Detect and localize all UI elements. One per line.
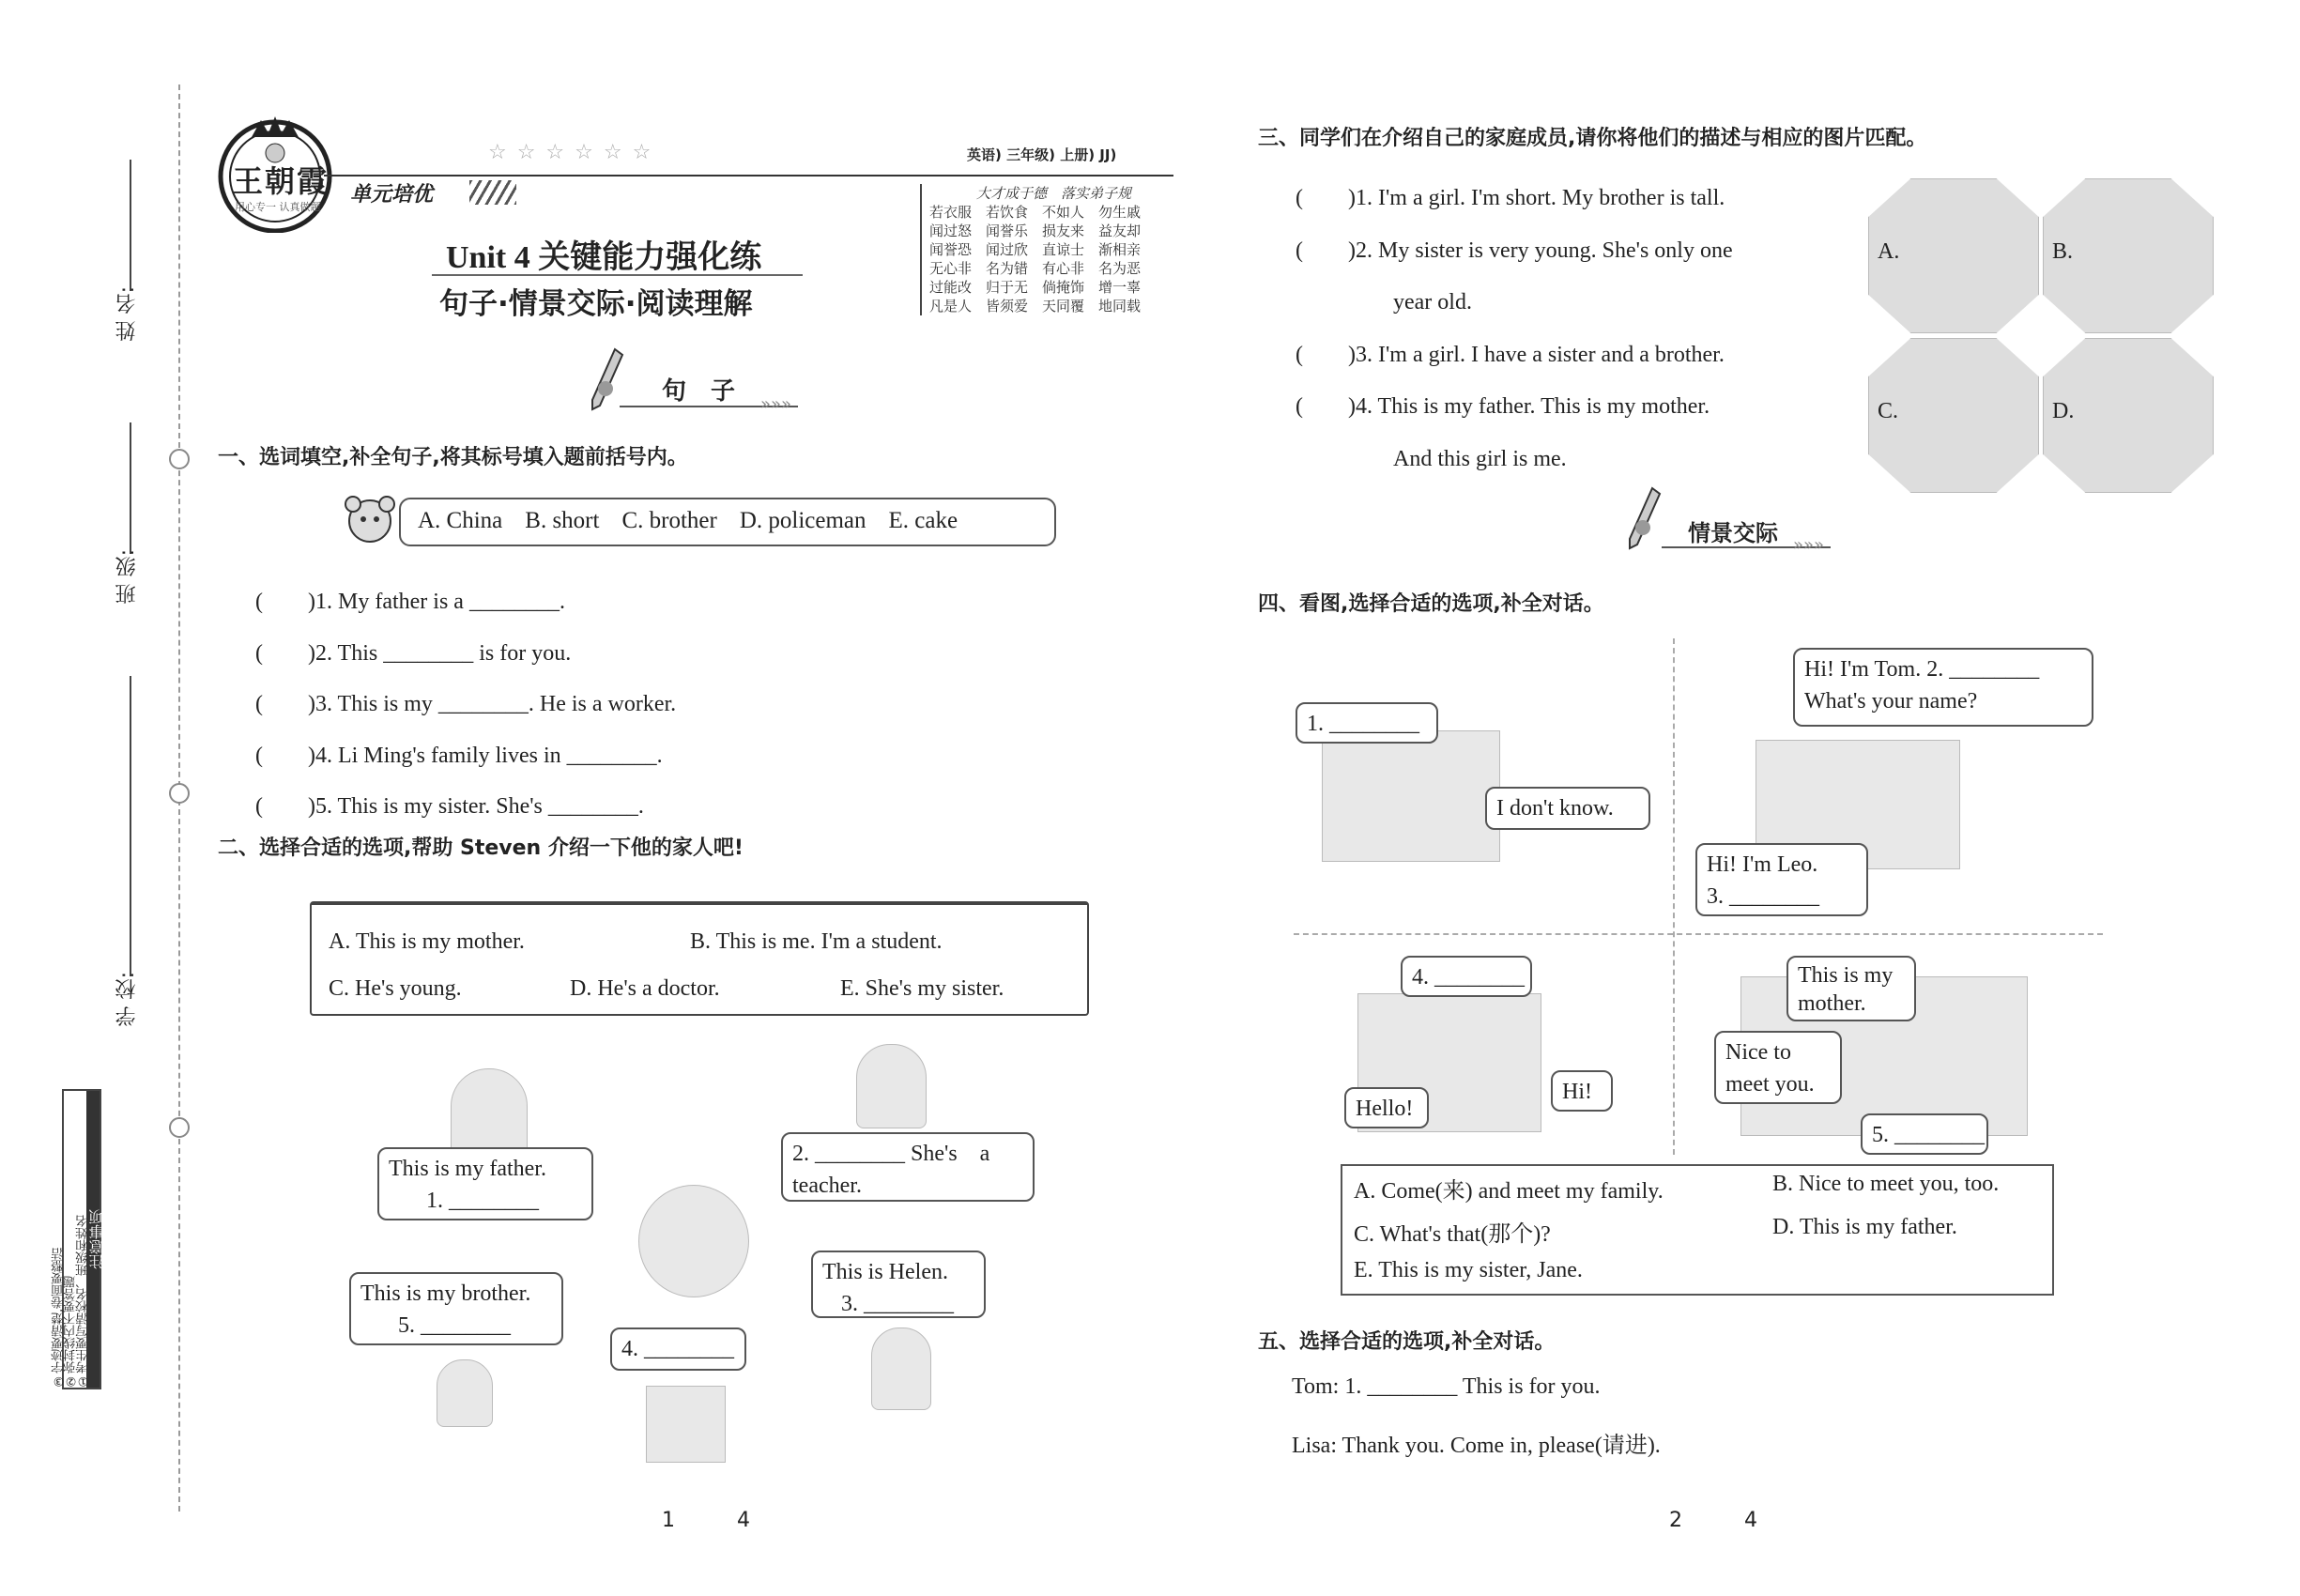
- motto-line: 无心非 名为错 有心非 名为恶: [929, 260, 1142, 277]
- q1-option-c: C. brother: [621, 508, 717, 533]
- bubble-helen: [811, 1251, 986, 1318]
- q5-line-1: Tom: 1. ________ This is for you.: [1292, 1374, 1601, 1399]
- meta-term: 上册: [1060, 146, 1089, 163]
- q1-item-2: ( )2. This ________ is for you.: [255, 640, 572, 666]
- q4-opt-b: B. Nice to meet you, too.: [1772, 1172, 2000, 1196]
- notice-1: ①考生要写清校名、班级和姓名: [76, 1215, 90, 1388]
- q4-p4-bubble-2: [1714, 1031, 1842, 1104]
- student-picture: [646, 1386, 726, 1463]
- section-badge-dialogue: 情景交际: [1688, 520, 1778, 546]
- q4-p2-b2-line2: 3. ________: [1707, 884, 1819, 909]
- q3-item-1: ( )1. I'm a girl. I'm short. My brother is tall.: [1296, 186, 1725, 210]
- q4-p2-bubble-1: [1793, 648, 2093, 727]
- motto-block: [920, 184, 1178, 315]
- motto-line: 闻过怒 闻誉乐 损友来 益友却: [929, 223, 1142, 239]
- q4-opt-a: A. Come(来) and meet my family.: [1354, 1179, 1664, 1204]
- bubble-brother: [349, 1272, 563, 1345]
- q3-title: 三、同学们在介绍自己的家庭成员,请你将他们的描述与相应的图片匹配。: [1258, 127, 1927, 150]
- q4-p1-bubble-2: I don't know.: [1485, 787, 1650, 830]
- q1-item-1: ( )1. My father is a ________.: [255, 590, 565, 614]
- q3-picture-grid: [1868, 178, 2216, 498]
- bubble-father: [377, 1147, 593, 1220]
- q4-p4-b1-line1: This is my: [1798, 963, 1894, 988]
- q4-divider-h: [1294, 933, 2103, 935]
- q3-label-d: D.: [2052, 399, 2075, 423]
- q4-opt-d: D. This is my father.: [1772, 1215, 1957, 1239]
- q4-p3-bubble-1: 4. ________: [1401, 956, 1532, 997]
- meta-subject: 英语: [967, 146, 996, 163]
- bubble-teacher: [781, 1132, 1035, 1202]
- header-rule: [324, 175, 1173, 176]
- q1-option-a: A. China: [418, 508, 503, 533]
- bubble-teacher-line1: 2. ________ She's a: [792, 1142, 990, 1166]
- steven-picture: [638, 1185, 749, 1297]
- q4-p4-bubble-1: [1786, 956, 1916, 1021]
- q4-p2-b1-line2: What's your name?: [1804, 689, 1978, 714]
- rating-stars: ☆ ☆ ☆ ☆ ☆ ☆: [488, 141, 653, 164]
- q1-title: 一、选词填空,补全句子,将其标号填入题前括号内。: [218, 446, 688, 469]
- pencil-icon: [1624, 486, 1662, 556]
- bubble-brother-line1: This is my brother.: [360, 1281, 531, 1306]
- helen-picture: [871, 1327, 931, 1410]
- badge-arrows: »»»: [760, 394, 792, 414]
- section-badge-sentences: 句 子: [662, 377, 736, 406]
- meta-edition: JJ: [1099, 146, 1111, 163]
- q4-title: 四、看图,选择合适的选项,补全对话。: [1258, 592, 1604, 616]
- bubble-helen-line2: 3. ________: [841, 1292, 954, 1316]
- q1-item-5: ( )5. This is my sister. She's ________.: [255, 794, 644, 819]
- series-label: 单元培优: [343, 178, 440, 207]
- header-meta: 英语) 三年级) 上册) JJ): [967, 146, 1117, 163]
- q4-picture-1: [1322, 730, 1500, 862]
- q4-p4-b2-line1: Nice to: [1725, 1040, 1791, 1065]
- binding-hole-2: [169, 783, 190, 804]
- q2-opt-a: A. This is my mother.: [329, 929, 525, 954]
- badge-arrows: »»»: [1793, 535, 1825, 555]
- q1-option-e: E. cake: [888, 508, 958, 533]
- q1-item-3: ( )3. This is my ________. He is a worker.: [255, 692, 677, 716]
- logo-sub: 用心专一 认真做题: [235, 201, 321, 213]
- q2-opt-e: E. She's my sister.: [840, 976, 1004, 1001]
- q4-opt-c: C. What's that(那个)?: [1354, 1222, 1551, 1247]
- motto-line: 若衣服 若饮食 不如人 勿生戚: [929, 204, 1142, 221]
- q4-p4-bubble-3: 5. ________: [1861, 1113, 1988, 1155]
- bubble-helen-line1: This is Helen.: [822, 1260, 948, 1284]
- unit-title: Unit 4 关键能力强化练: [446, 240, 762, 275]
- q1-option-d: D. policeman: [739, 508, 866, 533]
- notice-3: ③字迹要清楚,卷面要整洁: [52, 1247, 66, 1388]
- q4-p3-bubble-2: Hello!: [1344, 1087, 1429, 1128]
- notice-2: ②弥封线内不要答题: [64, 1276, 78, 1388]
- q5-title: 五、选择合适的选项,补全对话。: [1258, 1330, 1556, 1354]
- page-number-right: 2 4: [1669, 1509, 1757, 1532]
- q1-items: [255, 576, 676, 833]
- q3-label-c: C.: [1878, 399, 1899, 423]
- meta-grade: 三年级: [1006, 146, 1050, 163]
- q3-item-4: ( )4. This is my father. This is my mother.: [1296, 394, 1710, 419]
- brother-picture: [437, 1359, 493, 1427]
- motto-line: 大才成于德 落实弟子规: [975, 185, 1131, 202]
- name-label: 姓 名:: [115, 286, 139, 342]
- q4-p4-b1-line2: mother.: [1798, 991, 1866, 1016]
- q4-p2-b1-line1: Hi! I'm Tom. 2. ________: [1804, 657, 2040, 682]
- q2-opt-c: C. He's young.: [329, 976, 462, 1001]
- page-number-left: 1 4: [662, 1509, 750, 1532]
- q2-opt-d: D. He's a doctor.: [570, 976, 720, 1001]
- q3-label-b: B.: [2052, 239, 2074, 264]
- motto-line: 过能改 归于无 倘掩饰 增一辜: [929, 279, 1142, 296]
- q3-item-2: ( )2. My sister is very young. She's only one: [1296, 238, 1733, 263]
- q4-p3-bubble-3: Hi!: [1551, 1070, 1613, 1112]
- q3-item-4-cont: And this girl is me.: [1393, 446, 1567, 471]
- school-label: 学 校:: [115, 972, 139, 1027]
- q4-p1-bubble-1: 1. ________: [1296, 702, 1438, 744]
- q2-title: 二、选择合适的选项,帮助 Steven 介绍一下他的家人吧!: [218, 836, 744, 860]
- bubble-father-line2: 1. ________: [426, 1189, 539, 1213]
- mother-picture: [856, 1044, 927, 1128]
- q3-items: [1296, 173, 1733, 485]
- q4-divider-v: [1673, 638, 1675, 1155]
- q4-p2-b2-line1: Hi! I'm Leo.: [1707, 852, 1818, 877]
- bubble-father-line1: This is my father.: [389, 1157, 546, 1181]
- series-stripes: [469, 180, 516, 205]
- binding-hole-3: [169, 1117, 190, 1138]
- q4-opt-e: E. This is my sister, Jane.: [1354, 1258, 1583, 1282]
- motto-line: 闻誉恐 闻过欣 直谅士 渐相亲: [929, 241, 1142, 258]
- q3-label-a: A.: [1878, 239, 1900, 264]
- q3-item-2-cont: year old.: [1393, 290, 1472, 315]
- unit-subtitle: 句子·情景交际·阅读理解: [439, 287, 753, 321]
- pencil-icon: [587, 347, 624, 417]
- bubble-brother-line2: 5. ________: [398, 1313, 511, 1338]
- bubble-teacher-line2: teacher.: [792, 1174, 862, 1198]
- q1-options: [418, 508, 958, 534]
- title-rule: [432, 274, 803, 276]
- motto-line: 凡是人 皆须爱 天同覆 地同载: [929, 298, 1142, 315]
- class-label: 班 级:: [115, 549, 139, 605]
- bear-icon: [340, 491, 400, 547]
- q1-item-4: ( )4. Li Ming's family lives in ________.: [255, 743, 663, 768]
- q4-p2-bubble-2: [1695, 843, 1868, 916]
- q2-opt-b: B. This is me. I'm a student.: [690, 929, 943, 954]
- binding-hole-1: [169, 449, 190, 469]
- school-line: [130, 676, 131, 976]
- notice-title: 注意事项: [86, 1091, 100, 1388]
- q1-option-b: B. short: [525, 508, 600, 533]
- q3-item-3: ( )3. I'm a girl. I have a sister and a brother.: [1296, 342, 1725, 367]
- name-line: [130, 160, 131, 291]
- q4-p4-b2-line2: meet you.: [1725, 1072, 1815, 1097]
- bubble-4: 4. ________: [610, 1327, 746, 1371]
- notice-box: [52, 1089, 106, 1389]
- q5-line-2: Lisa: Thank you. Come in, please(请进).: [1292, 1434, 1661, 1458]
- class-line: [130, 422, 131, 554]
- logo-text: 王朝霞: [233, 163, 330, 199]
